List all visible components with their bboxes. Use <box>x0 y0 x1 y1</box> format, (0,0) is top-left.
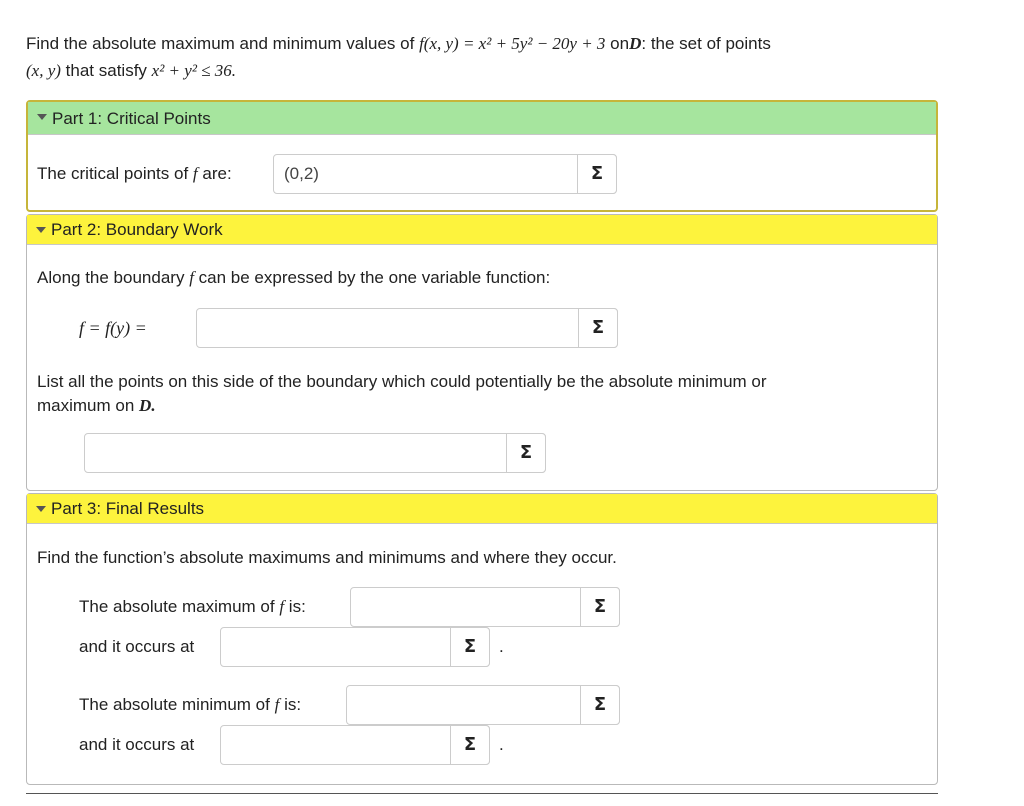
max-label-pre: The absolute maximum of <box>79 597 275 616</box>
min-label-pre: The absolute minimum of <box>79 695 270 714</box>
part1-title: Part 1: Critical Points <box>52 109 211 128</box>
problem-that-satisfy: that satisfy <box>65 61 147 80</box>
max-location-field[interactable] <box>220 627 490 667</box>
max-at-label: and it occurs at <box>79 637 195 656</box>
boundary-eq-label: f = f(y) = <box>79 318 147 338</box>
min-location-input[interactable] <box>221 726 449 764</box>
part1-label-var: f <box>192 164 198 183</box>
problem-domain-desc: : the set of points <box>641 34 771 53</box>
sigma-icon[interactable]: Σ <box>450 627 490 667</box>
part3-desc: Find the function’s absolute maximums and minimums and where they occur. <box>37 548 617 567</box>
part1-label-pre: The critical points of <box>37 164 189 183</box>
part2-title: Part 2: Boundary Work <box>51 220 223 239</box>
part2-list-text <box>37 370 767 418</box>
part1-panel <box>26 100 938 212</box>
problem-domain-letter: D <box>629 34 642 53</box>
sigma-icon[interactable]: Σ <box>580 685 620 725</box>
sigma-icon[interactable]: Σ <box>506 433 546 473</box>
caret-down-icon[interactable] <box>36 506 46 512</box>
sigma-icon[interactable]: Σ <box>578 308 618 348</box>
part2-panel <box>26 214 938 491</box>
part3-title: Part 3: Final Results <box>51 499 205 518</box>
min-value-input[interactable] <box>347 686 579 724</box>
problem-on: on <box>610 34 630 53</box>
boundary-points-field[interactable] <box>84 433 546 473</box>
part2-list-domain: D. <box>139 396 156 415</box>
max-label <box>79 597 306 617</box>
problem-pair: (x, y) <box>26 61 61 80</box>
part1-label <box>37 164 232 184</box>
caret-down-icon[interactable] <box>37 114 47 120</box>
part1-label-post: are: <box>202 164 232 183</box>
sigma-icon[interactable]: Σ <box>577 154 617 194</box>
sigma-icon[interactable]: Σ <box>580 587 620 627</box>
critical-points-field[interactable] <box>273 154 617 194</box>
min-value-field[interactable] <box>346 685 620 725</box>
max-value-input[interactable] <box>351 588 579 626</box>
part2-list-line1: List all the points on this side of the boundary which could potentially be the absolute minimum or <box>37 372 767 391</box>
min-label-post: is: <box>284 695 302 714</box>
problem-intro: Find the absolute maximum and minimum values of <box>26 34 415 53</box>
boundary-function-input[interactable] <box>197 309 577 347</box>
part3-panel <box>26 493 938 785</box>
boundary-points-input[interactable] <box>85 434 505 472</box>
max-label-post: is: <box>288 597 306 616</box>
caret-down-icon[interactable] <box>36 227 46 233</box>
problem-constraint: x² + y² ≤ 36. <box>151 61 236 80</box>
critical-points-input[interactable] <box>274 155 576 193</box>
sigma-icon[interactable]: Σ <box>450 725 490 765</box>
part2-desc-var: f <box>189 268 194 287</box>
part2-list-line2: maximum on <box>37 396 135 415</box>
max-location-input[interactable] <box>221 628 449 666</box>
problem-function: f(x, y) = x² + 5y² − 20y + 3 <box>419 34 606 53</box>
part2-header[interactable] <box>27 215 937 245</box>
bottom-divider <box>26 793 938 794</box>
part2-desc-pre: Along the boundary <box>37 268 185 287</box>
min-period: . <box>499 735 504 754</box>
part2-desc-post: can be expressed by the one variable function: <box>198 268 551 287</box>
max-value-field[interactable] <box>350 587 620 627</box>
min-location-field[interactable] <box>220 725 490 765</box>
part2-desc <box>37 268 550 288</box>
problem-statement <box>26 30 946 84</box>
part1-header[interactable] <box>28 102 936 135</box>
min-label-var: f <box>274 695 280 714</box>
min-at-label: and it occurs at <box>79 735 195 754</box>
part3-header[interactable] <box>27 494 937 524</box>
min-label <box>79 695 301 715</box>
boundary-function-field[interactable] <box>196 308 618 348</box>
max-label-var: f <box>279 597 285 616</box>
max-period: . <box>499 637 504 656</box>
